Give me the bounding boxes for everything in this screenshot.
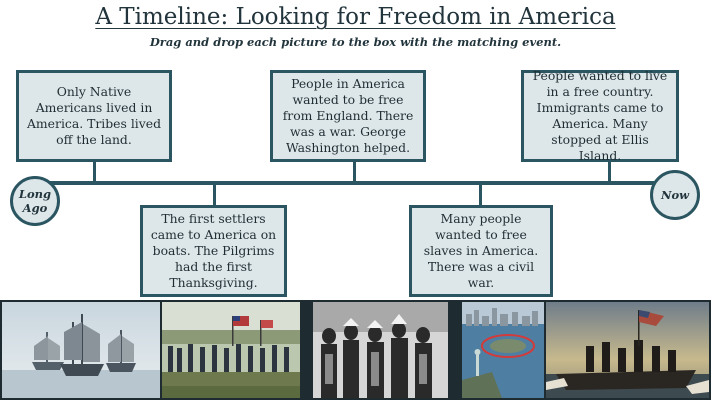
event-box-settlers[interactable]: The first settlers came to America on boats. The Pilgrims had the first Thanksgiving. <box>140 205 287 297</box>
timeline-connector <box>213 183 216 207</box>
timeline-connector <box>353 160 356 183</box>
civil-war-battle-picture[interactable] <box>162 302 300 398</box>
ellis-island-picture[interactable] <box>462 302 544 398</box>
event-box-revolution[interactable]: People in America wanted to be free from England. There was a war. George Washington helped. <box>270 70 426 162</box>
now-marker: Now <box>650 170 700 220</box>
page-title: A Timeline: Looking for Freedom in America <box>95 4 616 30</box>
long-ago-marker: Long Ago <box>10 176 60 226</box>
timeline-connector <box>93 160 96 183</box>
timeline-connector <box>479 183 482 207</box>
sailing-ships-picture[interactable] <box>2 302 160 398</box>
event-box-civil-war[interactable]: Many people wanted to free slaves in America. There was a civil war. <box>409 205 553 297</box>
washington-crossing-picture[interactable] <box>546 302 709 398</box>
event-box-immigrants[interactable]: People wanted to live in a free country. Immigrants came to America. Many stopped at Ellis Island. <box>521 70 679 162</box>
instructions: Drag and drop each picture to the box with the matching event. <box>149 35 562 49</box>
timeline-line <box>45 181 695 185</box>
event-box-native-americans[interactable]: Only Native Americans lived in America. Tribes lived off the land. <box>16 70 172 162</box>
native-americans-picture[interactable] <box>313 302 448 398</box>
